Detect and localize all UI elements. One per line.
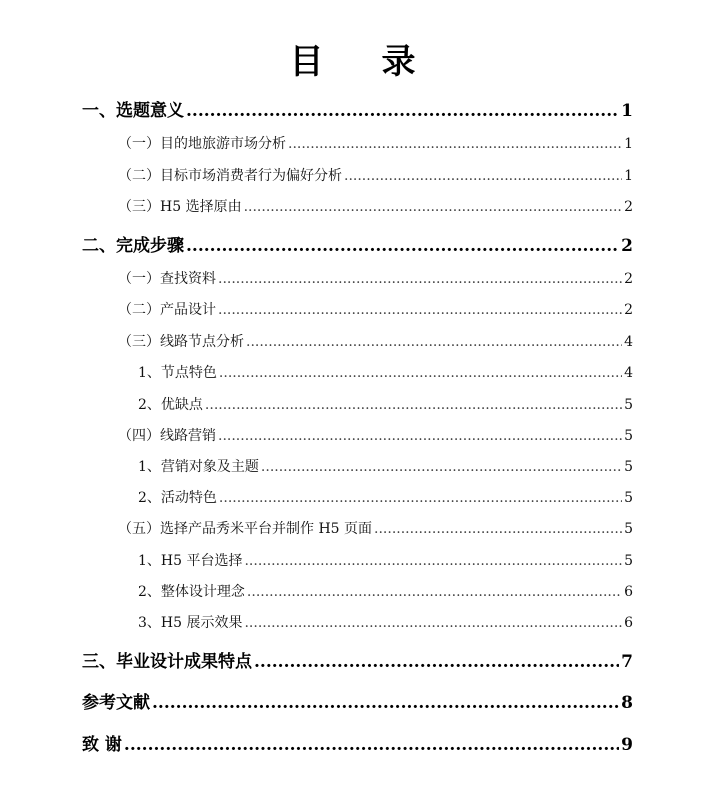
- toc-entry-text: 2、优缺点: [138, 397, 203, 413]
- toc-entry-page: 5: [624, 490, 633, 506]
- toc-entry-page: 8: [621, 693, 633, 713]
- toc-entry-text: 参考文献: [82, 693, 150, 713]
- toc-leader-dots: [244, 553, 622, 569]
- toc-entry-page: 5: [624, 428, 633, 444]
- toc-entry-text: 1、H5 平台选择: [138, 553, 243, 569]
- toc-leader-dots: [344, 168, 622, 184]
- toc-entry-page: 2: [624, 271, 633, 287]
- toc-entry[interactable]: [138, 550, 633, 570]
- toc-entry-page: 5: [624, 397, 633, 413]
- toc-entry-page: 5: [624, 521, 633, 537]
- toc-entry-page: 2: [624, 302, 633, 318]
- toc-entry[interactable]: [82, 688, 633, 713]
- toc-entry[interactable]: [118, 331, 633, 351]
- toc-entry-page: 9: [621, 735, 633, 755]
- toc-leader-dots: [261, 459, 622, 475]
- toc-leader-dots: [288, 136, 622, 152]
- toc-entry[interactable]: [118, 425, 633, 445]
- toc-entry-page: 6: [624, 584, 633, 600]
- toc-entry-page: 2: [624, 199, 633, 215]
- toc-entry-page: 1: [624, 168, 633, 184]
- toc-leader-dots: [186, 236, 619, 256]
- toc-entry-page: 2: [621, 236, 633, 256]
- toc-entry[interactable]: [118, 196, 633, 216]
- toc-entry-text: （二）目标市场消费者行为偏好分析: [118, 168, 342, 184]
- toc-entry-page: 4: [624, 365, 633, 381]
- toc-entry-text: （五）选择产品秀米平台并制作 H5 页面: [118, 521, 373, 537]
- toc-entry-page: 5: [624, 459, 633, 475]
- toc-entry-page: 6: [624, 615, 633, 631]
- toc-entry[interactable]: [138, 487, 633, 507]
- toc-entry-text: （二）产品设计: [118, 302, 216, 318]
- toc-entry-page: 4: [624, 334, 633, 350]
- toc-entry-text: 1、营销对象及主题: [138, 459, 259, 475]
- toc-entry-text: 致 谢: [82, 735, 122, 755]
- toc-entry-text: 一、选题意义: [82, 101, 184, 121]
- toc-entry[interactable]: [118, 133, 633, 153]
- toc-entry-text: （一）目的地旅游市场分析: [118, 136, 286, 152]
- toc-entry[interactable]: [82, 730, 633, 755]
- toc-entry[interactable]: [138, 394, 633, 414]
- toc-entry-text: 二、完成步骤: [82, 236, 184, 256]
- toc-entry[interactable]: [118, 518, 633, 538]
- toc-leader-dots: [247, 584, 622, 600]
- toc-entry[interactable]: [82, 647, 633, 672]
- toc-entry-text: （一）查找资料: [118, 271, 216, 287]
- toc-title-char-1: 目: [289, 42, 324, 82]
- toc-entry-text: 2、整体设计理念: [138, 584, 245, 600]
- toc-entry[interactable]: [138, 456, 633, 476]
- toc-entry-text: 三、毕业设计成果特点: [82, 652, 252, 672]
- toc-entry-text: 3、H5 展示效果: [138, 615, 243, 631]
- toc-entry-text: 1、节点特色: [138, 365, 217, 381]
- toc-entry-text: 2、活动特色: [138, 490, 217, 506]
- toc-entry-text: （四）线路营销: [118, 428, 216, 444]
- toc-entry-page: 7: [621, 652, 633, 672]
- toc-entry[interactable]: [82, 231, 633, 256]
- toc-leader-dots: [244, 199, 623, 215]
- toc-leader-dots: [244, 615, 622, 631]
- toc-entry-page: 1: [621, 101, 633, 121]
- toc-leader-dots: [218, 302, 622, 318]
- toc-entry[interactable]: [138, 362, 633, 382]
- toc-leader-dots: [152, 693, 619, 713]
- toc-leader-dots: [219, 490, 622, 506]
- toc-entry[interactable]: [118, 165, 633, 185]
- toc-entry-page: 5: [624, 553, 633, 569]
- toc-leader-dots: [219, 365, 622, 381]
- toc-leader-dots: [246, 334, 622, 350]
- toc-entry[interactable]: [118, 299, 633, 319]
- toc-entry-text: （三）H5 选择原由: [118, 199, 242, 215]
- toc-entry[interactable]: [138, 612, 633, 632]
- toc-title-char-2: 录: [381, 42, 416, 82]
- toc-leader-dots: [205, 397, 622, 413]
- toc-leader-dots: [186, 101, 619, 121]
- toc-entry[interactable]: [118, 268, 633, 288]
- toc-leader-dots: [218, 271, 622, 287]
- toc-entry-page: 1: [624, 136, 633, 152]
- toc-leader-dots: [374, 521, 622, 537]
- toc-entry[interactable]: [138, 581, 633, 601]
- toc-entry[interactable]: [82, 96, 633, 121]
- toc-leader-dots: [218, 428, 622, 444]
- toc-leader-dots: [124, 735, 619, 755]
- toc-leader-dots: [254, 652, 619, 672]
- toc-entry-text: （三）线路节点分析: [118, 334, 244, 350]
